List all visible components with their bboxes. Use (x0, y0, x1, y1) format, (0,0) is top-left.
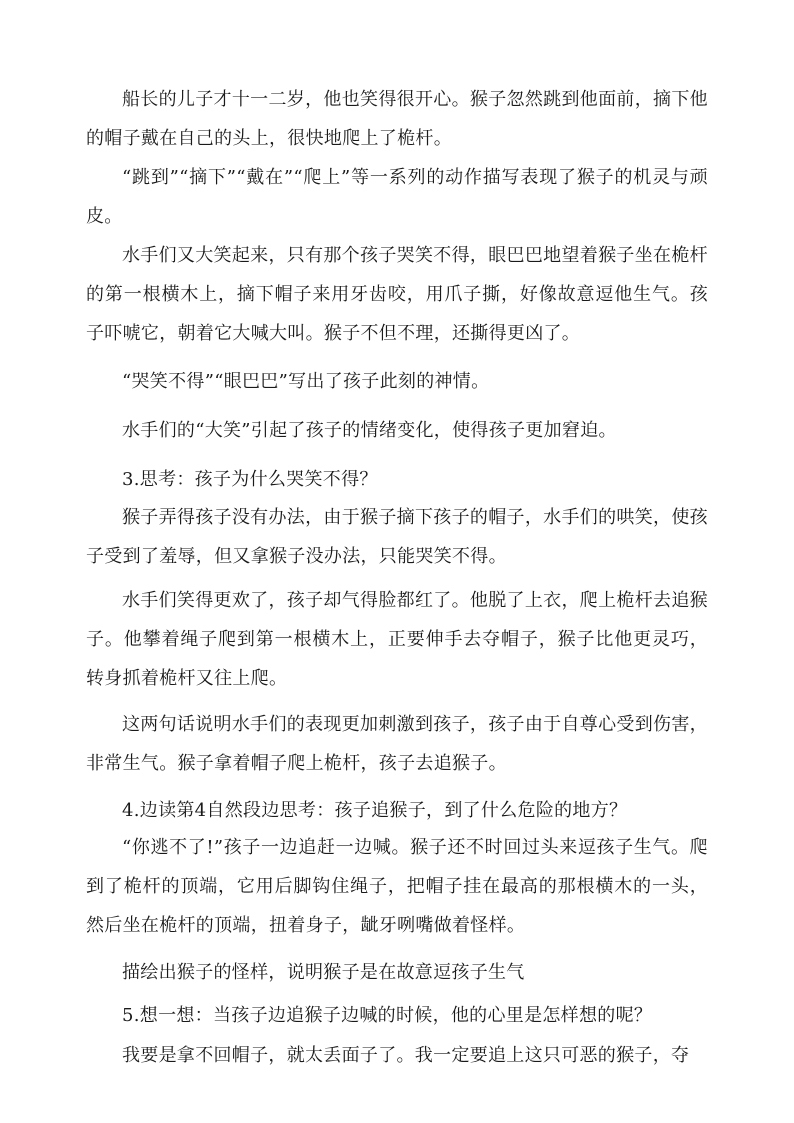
paragraph-analysis-1: “跳到”“摘下”“戴在”“爬上”等一系列的动作描写表现了猴子的机灵与顽皮。 (86, 167, 708, 227)
paragraph-analysis-4: 这两句话说明水手们的表现更加刺激到孩子，孩子由于自尊心受到伤害，非常生气。猴子拿着帽子爬上桅杆，孩子去追猴子。 (86, 714, 708, 774)
paragraph-story-1: 船长的儿子才十一二岁，他也笑得很开心。猴子忽然跳到他面前，摘下他的帽子戴在自己的头上，很快地爬上了桅杆。 (86, 89, 708, 149)
question-4: 4.边读第4自然段边思考：孩子追猴子，到了什么危险的地方？ (122, 800, 628, 821)
question-5: 5.想一想：当孩子边追猴子边喊的时候，他的心里是怎样想的呢？ (122, 1005, 653, 1026)
paragraph-analysis-5: 描绘出猴子的怪样，说明猴子是在故意逗孩子生气 (122, 962, 525, 983)
question-3: 3.思考：孩子为什么哭笑不得？ (122, 469, 378, 490)
paragraph-analysis-3: 水手们的“大笑”引起了孩子的情绪变化，使得孩子更加窘迫。 (122, 420, 617, 441)
paragraph-story-4: “你逃不了!”孩子一边追赶一边喊。猴子还不时回过头来逗孩子生气。爬到了桅杆的顶端，它用后脚钩住绳子，把帽子挂在最高的那根横木的一头，然后坐在桅杆的顶端，扭着身子，龇牙咧嘴做着怪样。 (86, 837, 708, 936)
paragraph-answer-5: 我要是拿不回帽子，就太丢面子了。我一定要追上这只可恶的猴子，夺 (122, 1045, 690, 1066)
paragraph-answer-3: 猴子弄得孩子没有办法，由于猴子摘下孩子的帽子，水手们的哄笑，使孩子受到了羞辱，但又拿猴子没办法，只能哭笑不得。 (86, 507, 708, 567)
paragraph-story-2: 水手们又大笑起来，只有那个孩子哭笑不得，眼巴巴地望着猴子坐在桅杆的第一根横木上，摘下帽子来用牙齿咬，用爪子撕，好像故意逗他生气。孩子吓唬它，朝着它大喊大叫。猴子不但不理，还撕得更凶了。 (86, 245, 708, 344)
paragraph-story-3: 水手们笑得更欢了，孩子却气得脸都红了。他脱了上衣，爬上桅杆去追猴子。他攀着绳子爬到第一根横木上，正要伸手去夺帽子，猴子比他更灵巧，转身抓着桅杆又往上爬。 (86, 590, 708, 689)
paragraph-analysis-2: “哭笑不得”“眼巴巴”写出了孩子此刻的神情。 (122, 371, 490, 392)
